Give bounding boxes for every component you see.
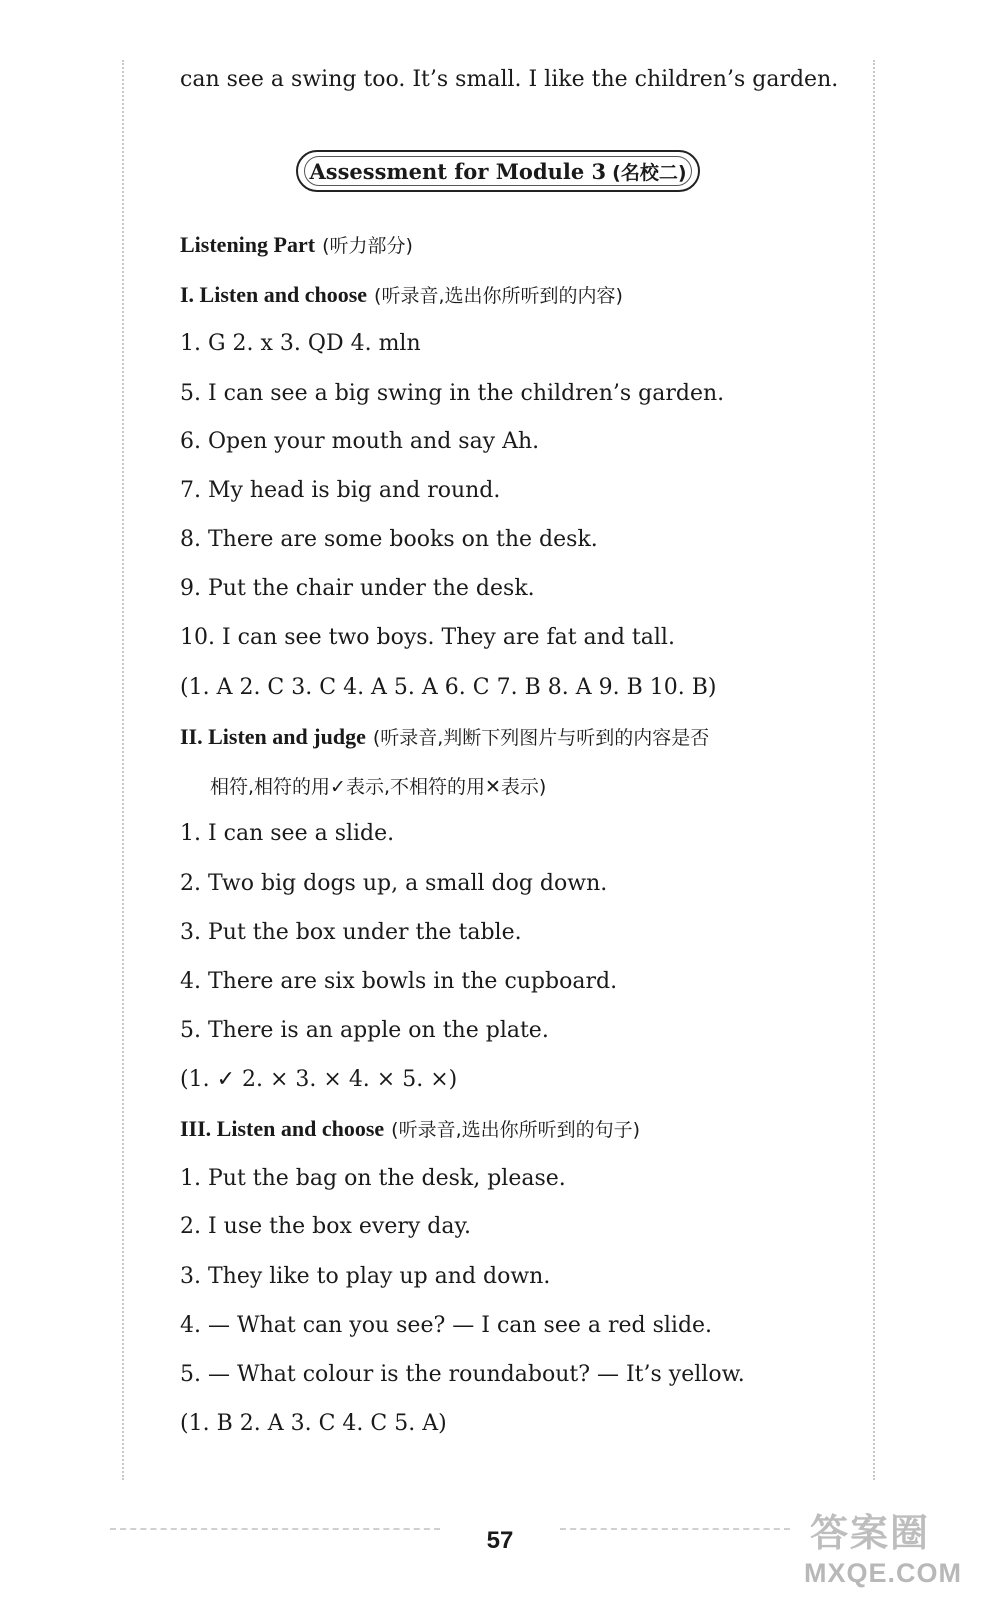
- section3-heading: [180, 1115, 640, 1144]
- section3-line: 2. I use the box every day.: [180, 1214, 471, 1239]
- section3-line: 4. — What can you see? — I can see a red slide.: [180, 1313, 713, 1338]
- section2-heading-cn: (听录音,判断下列图片与听到的内容是否: [372, 727, 710, 749]
- title-school: (名校二): [612, 161, 687, 184]
- section1-line: 1. G 2. x 3. QD 4. mln: [180, 331, 421, 356]
- section2-line: 3. Put the box under the table.: [180, 920, 522, 945]
- section2-line: 1. I can see a slide.: [180, 821, 395, 846]
- watermark: [790, 1500, 990, 1595]
- section2-line: 4. There are six bowls in the cupboard.: [180, 969, 618, 994]
- section1-line: 5. I can see a big swing in the children’s garden.: [180, 381, 725, 406]
- section3-line: 5. — What colour is the roundabout? — It’s yellow.: [180, 1362, 745, 1387]
- section3-heading-en: III. Listen and choose: [180, 1116, 385, 1141]
- section2-heading-cn-cont: 相符,相符的用✓表示,不相符的用✕表示): [210, 776, 547, 798]
- section3-heading-cn: (听录音,选出你所听到的句子): [391, 1119, 641, 1141]
- section2-answers: (1. ✓ 2. × 3. × 4. × 5. ×): [180, 1067, 458, 1092]
- section1-line: 6. Open your mouth and say Ah.: [180, 429, 540, 454]
- listening-part-label-cn: (听力部分): [322, 235, 413, 257]
- section3-line: 1. Put the bag on the desk, please.: [180, 1166, 566, 1191]
- left-margin-line: [122, 60, 124, 1480]
- section1-line: 7. My head is big and round.: [180, 478, 501, 503]
- page-number: 57: [486, 1527, 514, 1554]
- title-main: Assessment for Module 3: [309, 158, 607, 184]
- section2-heading: [180, 723, 709, 752]
- section1-line: 9. Put the chair under the desk.: [180, 576, 535, 601]
- listening-part-label: Listening Part: [180, 232, 316, 257]
- watermark-url: MXQE.COM: [804, 1558, 963, 1588]
- section1-heading: [180, 281, 623, 310]
- listening-part-heading: [180, 231, 413, 260]
- section2-line: 2. Two big dogs up, a small dog down.: [180, 871, 608, 896]
- section3-line: 3. They like to play up and down.: [180, 1264, 551, 1289]
- section1-answers: (1. A 2. C 3. C 4. A 5. A 6. C 7. B 8. A 9. B 10. B): [180, 675, 717, 700]
- page-title: [296, 150, 700, 192]
- watermark-logo: 答案圈: [810, 1511, 931, 1555]
- section1-line: 10. I can see two boys. They are fat and tall.: [180, 625, 675, 650]
- section1-heading-cn: (听录音,选出你所听到的内容): [374, 285, 623, 307]
- section1-heading-en: I. Listen and choose: [180, 282, 368, 307]
- section1-line: 8. There are some books on the desk.: [180, 527, 598, 552]
- section2-heading-en: II. Listen and judge: [180, 724, 366, 749]
- intro-line: can see a swing too. It’s small. I like the children’s garden.: [180, 67, 839, 92]
- section3-answers: (1. B 2. A 3. C 4. C 5. A): [180, 1411, 447, 1436]
- right-margin-line: [873, 60, 875, 1480]
- section2-line: 5. There is an apple on the plate.: [180, 1018, 549, 1043]
